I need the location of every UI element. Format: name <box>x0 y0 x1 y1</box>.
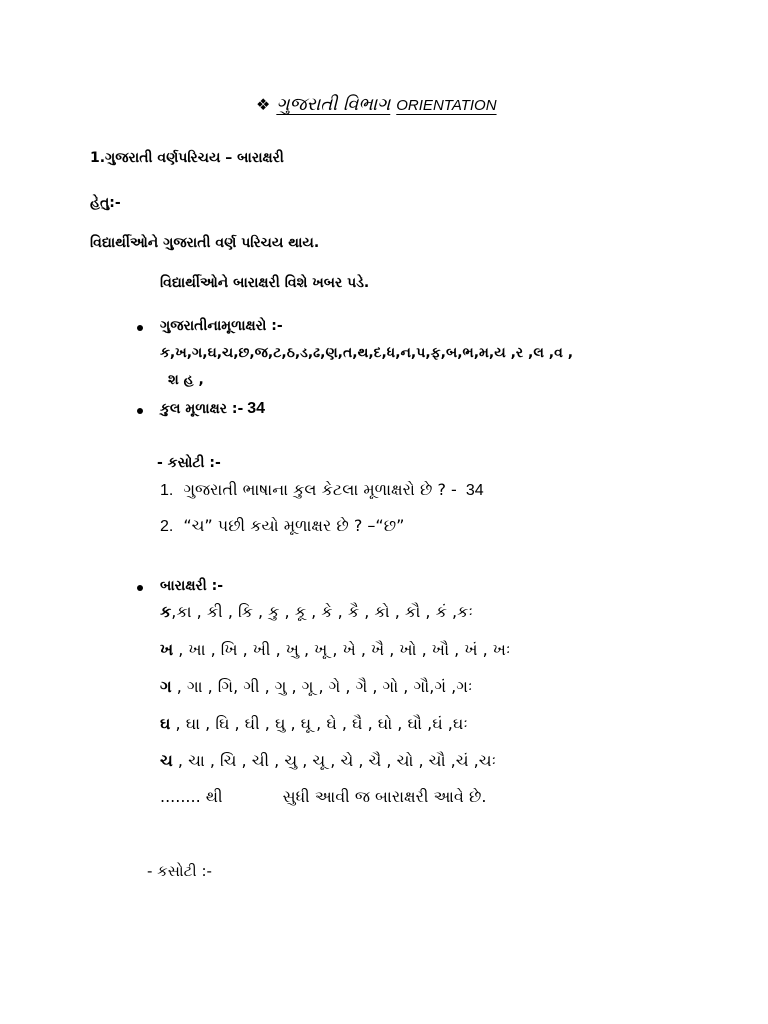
barakshari-label: બારાક્ષરી :- <box>160 578 224 594</box>
row-lead: ગ <box>160 677 172 696</box>
document-title <box>256 94 497 115</box>
question-text: ગુજરાતી ભાષાના કુલ કેટલા મૂળાક્ષરો છે ? - <box>183 480 457 499</box>
barakshari-row <box>160 602 473 622</box>
row-rest: , ગા , ગિ, ગી , ગુ , ગૂ , ગે , ગૈ , ગો , ગૌ,ગં ,ગઃ <box>171 677 473 696</box>
test-label: - કસોટી :- <box>157 455 221 471</box>
title-gujarati: ગુજરાતી વિભાગ <box>276 94 391 115</box>
question-1 <box>160 480 484 500</box>
title-english: ORIENTATION <box>396 97 497 114</box>
row-rest: ,કા , કી , કિ , કુ , કૂ , કે , કૈ , કો , કૌ , કં ,કઃ <box>171 602 473 621</box>
question-answer: 34 <box>465 482 484 499</box>
barakshari-row <box>160 677 472 697</box>
row-rest: , ઘા , ઘિ , ઘી , ઘુ , ઘૂ , ઘે , ઘૈ , ઘો , ઘૌ ,ઘં ,ઘઃ <box>170 714 468 733</box>
row-lead: ચ <box>160 751 173 770</box>
row-lead: ઘ <box>160 714 171 733</box>
objective-2: વિદ્યાર્થીઓને બારાક્ષરી વિશે ખબર પડે. <box>160 275 370 291</box>
bullet-icon <box>137 585 143 591</box>
question-text: “ચ” પછી કયો મૂળાક્ષર છે ? –“છ” <box>183 516 405 535</box>
row-lead: ખ <box>160 640 174 659</box>
note-start: ........ થી <box>160 787 223 806</box>
barakshari-row <box>160 640 510 660</box>
row-lead: ક <box>160 602 172 621</box>
consonants-label: ગુજરાતીનામૂળાક્ષરો :- <box>160 318 283 334</box>
row-rest: , ચા , ચિ , ચી , ચુ , ચૂ , ચે , ચૈ , ચો , ચૌ ,ચં ,ચઃ <box>172 751 497 770</box>
total-consonants <box>160 400 265 418</box>
total-label: કુલ મૂળાક્ષર :- <box>160 401 244 417</box>
consonants-line-1: ક,ખ,ગ,ઘ,ચ,છ,જ,ટ,ઠ,ડ,ઢ,ણ,ત,થ,દ,ધ,ન,પ,ફ,બ,ભ,મ,ય ,ર ,લ ,વ , <box>160 345 574 361</box>
diamond-bullet-icon: ❖ <box>256 95 271 114</box>
test-label-2: - કસોટી :- <box>147 862 212 880</box>
bullet-icon <box>137 408 143 414</box>
note-end: સુધી આવી જ બારાક્ષરી આવે છે. <box>282 787 487 806</box>
row-rest: , ખા , ખિ , ખી , ખુ , ખૂ , ખે , ખૈ , ખો , ખૌ , ખં , ખઃ <box>173 640 511 659</box>
objective-1: વિદ્યાર્થીઓને ગુજરાતી વર્ણ પરિચય થાય. <box>90 235 320 251</box>
section-heading: 1.ગુજરાતી વર્ણપરિચય – બારાક્ષરી <box>90 150 284 166</box>
total-value: 34 <box>247 400 266 417</box>
goal-label: હેતુ:- <box>90 195 121 211</box>
question-number: 1. <box>160 482 174 499</box>
question-2 <box>160 516 404 536</box>
bullet-icon <box>137 325 143 331</box>
question-number: 2. <box>160 518 174 535</box>
barakshari-row <box>160 751 496 771</box>
barakshari-note <box>160 787 486 807</box>
barakshari-row <box>160 714 468 734</box>
consonants-line-2: શ હ , <box>168 372 204 388</box>
